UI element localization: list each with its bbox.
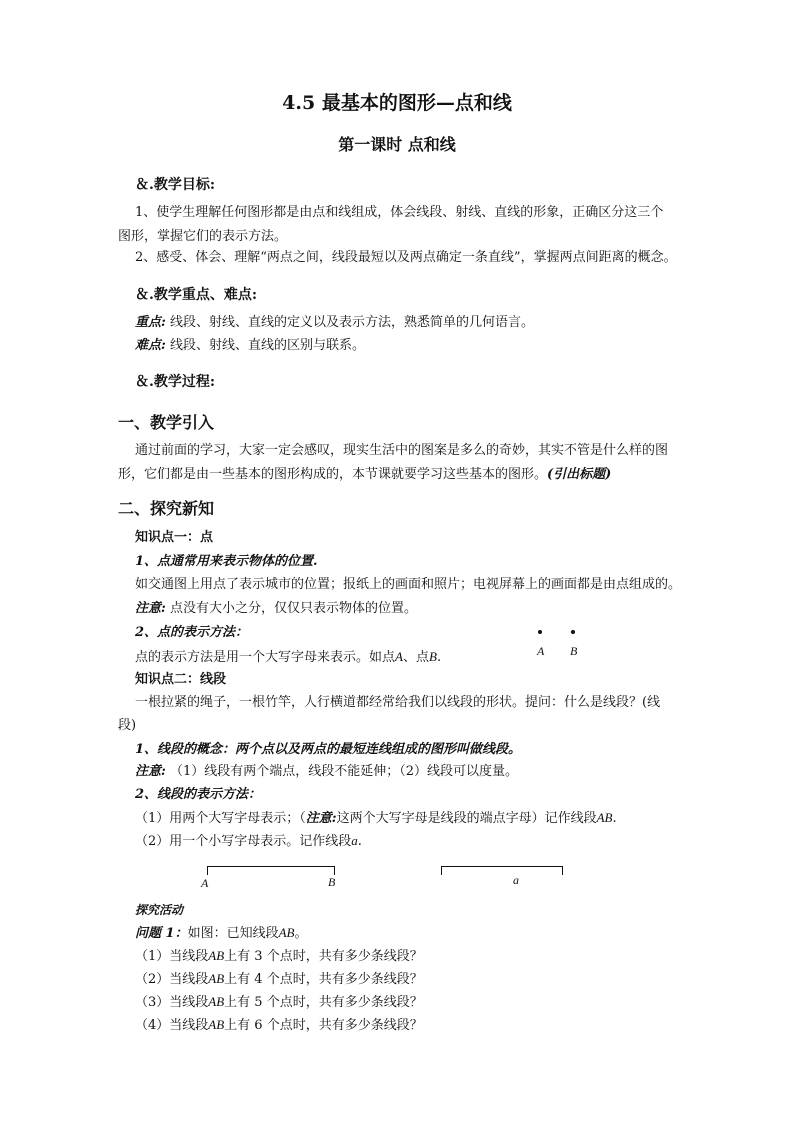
kp2-rep-1-end: . <box>612 811 617 826</box>
goal-1-line-1: 1、使学生理解任何图形都是由点和线组成，体会线段、射线、直线的形象，正确区分这三个 <box>135 205 664 220</box>
activity-item <box>135 1013 423 1038</box>
explore-heading: 二、探究新知 <box>118 499 215 518</box>
activity-item-text: 上有 5 个点时，共有多少条线段？ <box>224 995 423 1010</box>
activity-item-pre: （3）当线段 <box>135 995 209 1010</box>
segment-label-small-a: a <box>513 873 519 887</box>
point-b-label: B <box>570 644 578 658</box>
question-1-ab: AB <box>278 925 295 940</box>
activity-item-ab: AB <box>208 994 225 1009</box>
kp1-rep-heading: 2、点的表示方法： <box>135 625 249 640</box>
point-a-label: A <box>537 644 545 658</box>
kp2-heading: 知识点二：线段 <box>135 672 227 687</box>
key-point <box>135 311 534 335</box>
activity-item-text: 上有 3 个点时，共有多少条线段？ <box>224 949 423 964</box>
point-a-dot <box>538 630 542 634</box>
kp2-rep-1-ab: AB <box>596 810 613 825</box>
goal-1-line-2: 图形，掌握它们的表示方法。 <box>118 229 288 244</box>
key-text: 线段、射线、直线的定义以及表示方法，熟悉简单的几何语言。 <box>169 315 534 330</box>
question-1 <box>135 921 308 946</box>
point-b-dot <box>571 630 575 634</box>
kp2-rep-2-text: （2）用一个小写字母表示。记作线段 <box>135 834 352 849</box>
kp1-example: 如交通图上用点了表示城市的位置；报纸上的画面和照片；电视屏幕上的画面都是由点组成的。 <box>135 577 682 592</box>
activity-item-text: 上有 6 个点时，共有多少条线段？ <box>224 1018 423 1033</box>
activity-item-pre: （2）当线段 <box>135 972 209 987</box>
page-title: 4.5 最基本的图形—点和线 <box>282 92 512 114</box>
kp2-rep-heading: 2、线段的表示方法： <box>135 787 262 802</box>
activity-item <box>135 944 423 969</box>
activity-item-ab: AB <box>208 1017 225 1032</box>
kp1-note-label: 注意: <box>135 601 166 616</box>
goal-2: 2、感受、体会、理解“两点之间，线段最短以及两点确定一条直线”，掌握两点间距离的概念。 <box>135 250 677 265</box>
page-subtitle: 第一课时 点和线 <box>338 135 456 154</box>
question-1-text: 如图：已知线段 <box>187 926 279 941</box>
difficult-label: 难点: <box>135 338 166 353</box>
kp2-note-text: （1）线段有两个端点，线段不能延伸；（2）线段可以度量。 <box>169 764 518 779</box>
segment-label-a: A <box>201 876 209 890</box>
activity-item-pre: （4）当线段 <box>135 1018 209 1033</box>
kp1-rep <box>135 645 441 670</box>
kp1-definition: 1、点通常用来表示物体的位置. <box>135 554 318 569</box>
kp1-rep-end: . <box>436 650 442 665</box>
kp2-intro-line-2: 段) <box>118 718 137 733</box>
segment-label-b: B <box>328 875 336 889</box>
question-1-label: 问题 1： <box>135 926 188 941</box>
kp2-note <box>135 760 518 784</box>
keypoints-heading: ＆.教学重点、难点: <box>135 287 258 303</box>
kp2-intro-line-1: 一根拉紧的绳子，一根竹竿，人行横道都经常给我们以线段的形状。提问：什么是线段？(线 <box>135 695 661 710</box>
activity-item <box>135 967 423 992</box>
kp2-rep-2-end: . <box>357 834 362 849</box>
kp2-rep-2-a: a <box>351 833 358 848</box>
key-label: 重点: <box>135 315 166 330</box>
kp2-rep-1 <box>135 806 617 831</box>
kp2-rep-2 <box>135 829 362 854</box>
kp1-rep-b: B <box>428 649 437 664</box>
intro-tag: (引出标题) <box>547 467 612 482</box>
kp1-note-text: 点没有大小之分，仅仅只表示物体的位置。 <box>169 601 417 616</box>
activity-heading: 探究活动 <box>135 903 184 917</box>
activity-item-text: 上有 4 个点时，共有多少条线段？ <box>224 972 423 987</box>
activity-item-ab: AB <box>208 948 225 963</box>
kp2-note-label: 注意: <box>135 764 166 779</box>
activity-item-ab: AB <box>208 971 225 986</box>
intro-heading: 一、教学引入 <box>118 413 215 432</box>
kp2-definition: 1、线段的概念：两个点以及两点的最短连线组成的图形叫做线段。 <box>135 742 522 757</box>
segment-ab <box>207 866 335 875</box>
kp1-heading: 知识点一：点 <box>135 530 214 545</box>
intro-line-2 <box>118 463 611 487</box>
goals-heading: ＆.教学目标: <box>135 177 216 193</box>
intro-line-1: 通过前面的学习，大家一定会感叹，现实生活中的图案是多么的奇妙，其实不管是什么样的图 <box>135 443 669 458</box>
activity-item <box>135 990 423 1015</box>
kp2-rep-1-a: （1）用两个大写字母表示；（ <box>135 811 306 826</box>
intro-line-2-text: 形，它们都是由一些基本的图形构成的，本节课就要学习这些基本的图形。 <box>118 467 548 482</box>
process-heading: ＆.教学过程: <box>135 374 216 390</box>
kp1-rep-text: 点的表示方法是用一个大写字母来表示。如点 <box>135 650 396 665</box>
difficult-point <box>135 334 365 358</box>
kp2-rep-1-b: 这两个大写字母是线段的端点字母）记作线段 <box>336 811 597 826</box>
kp2-rep-1-note: 注意: <box>305 811 337 826</box>
segment-a <box>441 866 563 875</box>
kp1-rep-sep: 、点 <box>402 650 429 665</box>
kp1-rep-a: A <box>395 649 403 664</box>
difficult-text: 线段、射线、直线的区别与联系。 <box>169 338 365 353</box>
activity-item-pre: （1）当线段 <box>135 949 209 964</box>
kp1-note <box>135 597 417 621</box>
question-1-end: 。 <box>294 926 308 941</box>
